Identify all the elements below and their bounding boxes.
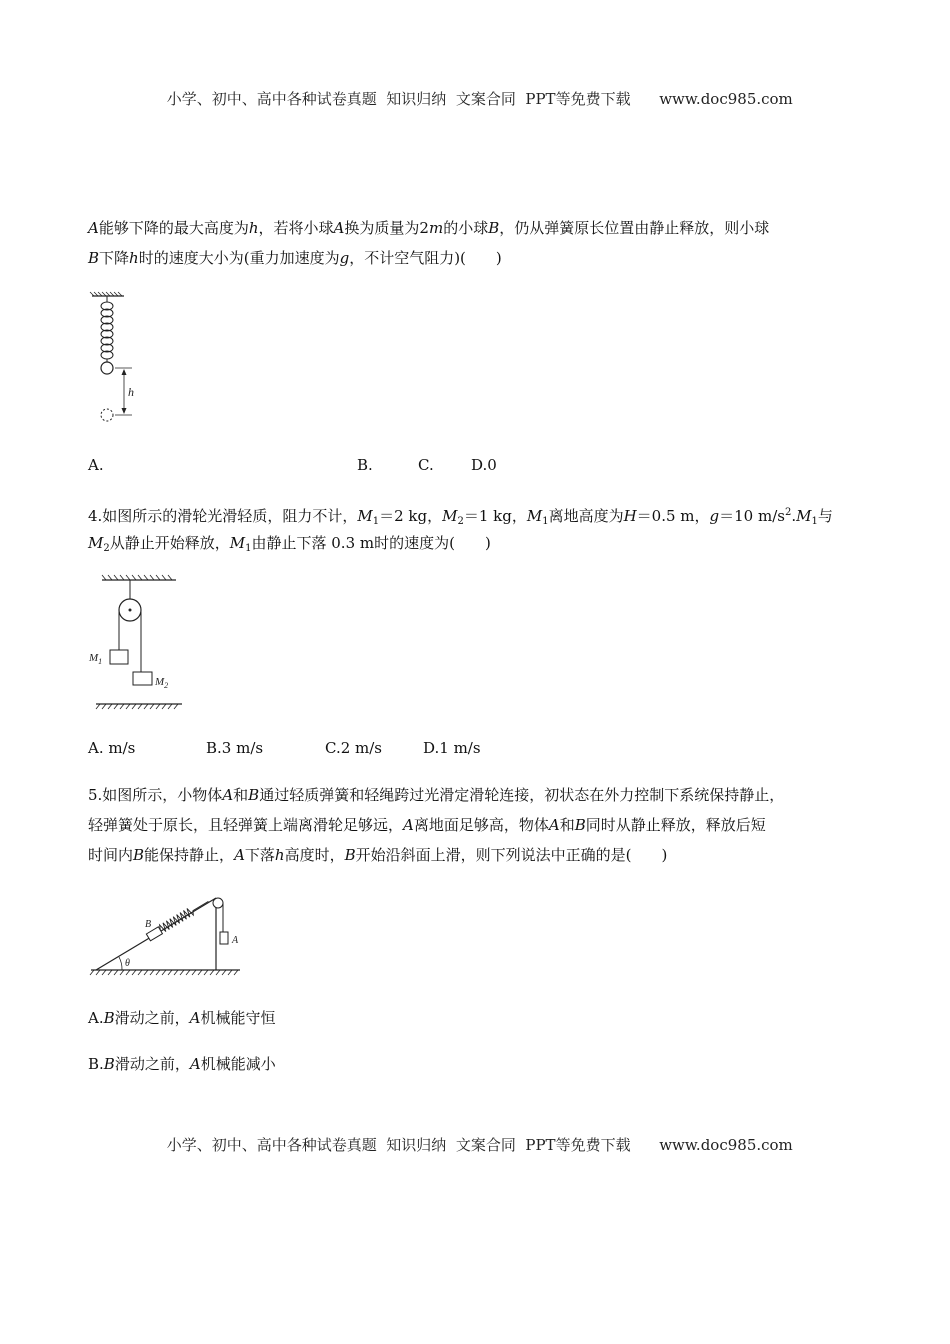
q3-option-b[interactable]: B. <box>357 456 373 474</box>
label-a: A <box>232 935 239 946</box>
q3-option-c[interactable]: C. <box>418 456 434 474</box>
label-m1: $M_1$ <box>89 652 103 666</box>
q5-line3: 时间内B能保持静止，A下落h高度时，B开始沿斜面上滑，则下列说法中正确的是( ) <box>88 846 668 864</box>
label-b: B <box>145 919 152 930</box>
q4-line1: 4.如图所示的滑轮光滑轻质，阻力不计，$M_1=2$ kg，$M_2=1$ kg，$M_1$离地高度为H＝0.5 m，g＝10 $m/s^2.M_1$与 <box>88 507 833 527</box>
q5-line1: 5.如图所示，小物体A和B通过轻质弹簧和轻绳跨过光滑定滑轮连接，初状态在外力控制下系统保持静止， <box>88 786 785 804</box>
footer-url[interactable]: www.doc985.com <box>659 1136 793 1154</box>
q5-option-a[interactable]: A.B滑动之前，A机械能守恒 <box>88 1009 276 1027</box>
pulley-figure <box>88 574 188 714</box>
label-m2: $M_2$ <box>155 676 169 690</box>
label-h: h <box>128 385 134 399</box>
q3-line2: B下降h时的速度大小为(重力加速度为g，不计空气阻力)( ) <box>88 249 502 267</box>
spring-figure <box>88 292 148 427</box>
page-header <box>0 70 950 109</box>
q3-option-a[interactable]: A. <box>88 456 104 474</box>
q4-option-b[interactable]: B.3 m/s <box>206 739 264 757</box>
label-theta: θ <box>125 958 130 969</box>
q3-option-d[interactable]: D.0 <box>471 456 497 474</box>
incline-figure <box>88 890 248 978</box>
q4-option-c[interactable]: C.2 m/s <box>325 739 382 757</box>
q5-line2: 轻弹簧处于原长，且轻弹簧上端离滑轮足够远，A离地面足够高，物体A和B同时从静止释放，释放后短 <box>88 816 766 834</box>
q4-option-d[interactable]: D.1 m/s <box>423 739 481 757</box>
footer-text: 小学、初中、高中各种试卷真题 知识归纳 文案合同 PPT等免费下载 <box>166 1136 631 1154</box>
q4-line2: $M_2$从静止开始释放，$M_1$由静止下落 0.3 m时的速度为( ) <box>88 534 491 554</box>
header-url[interactable]: www.doc985.com <box>659 90 793 108</box>
q4-option-a[interactable]: A. m/s <box>88 739 136 757</box>
header-text: 小学、初中、高中各种试卷真题 知识归纳 文案合同 PPT等免费下载 <box>166 90 631 108</box>
q3-line1: A能够下降的最大高度为h，若将小球A换为质量为2m的小球B，仍从弹簧原长位置由静止释放，则小球 <box>88 219 770 237</box>
q5-option-b[interactable]: B.B滑动之前，A机械能减小 <box>88 1055 276 1073</box>
page-footer <box>0 1116 950 1155</box>
